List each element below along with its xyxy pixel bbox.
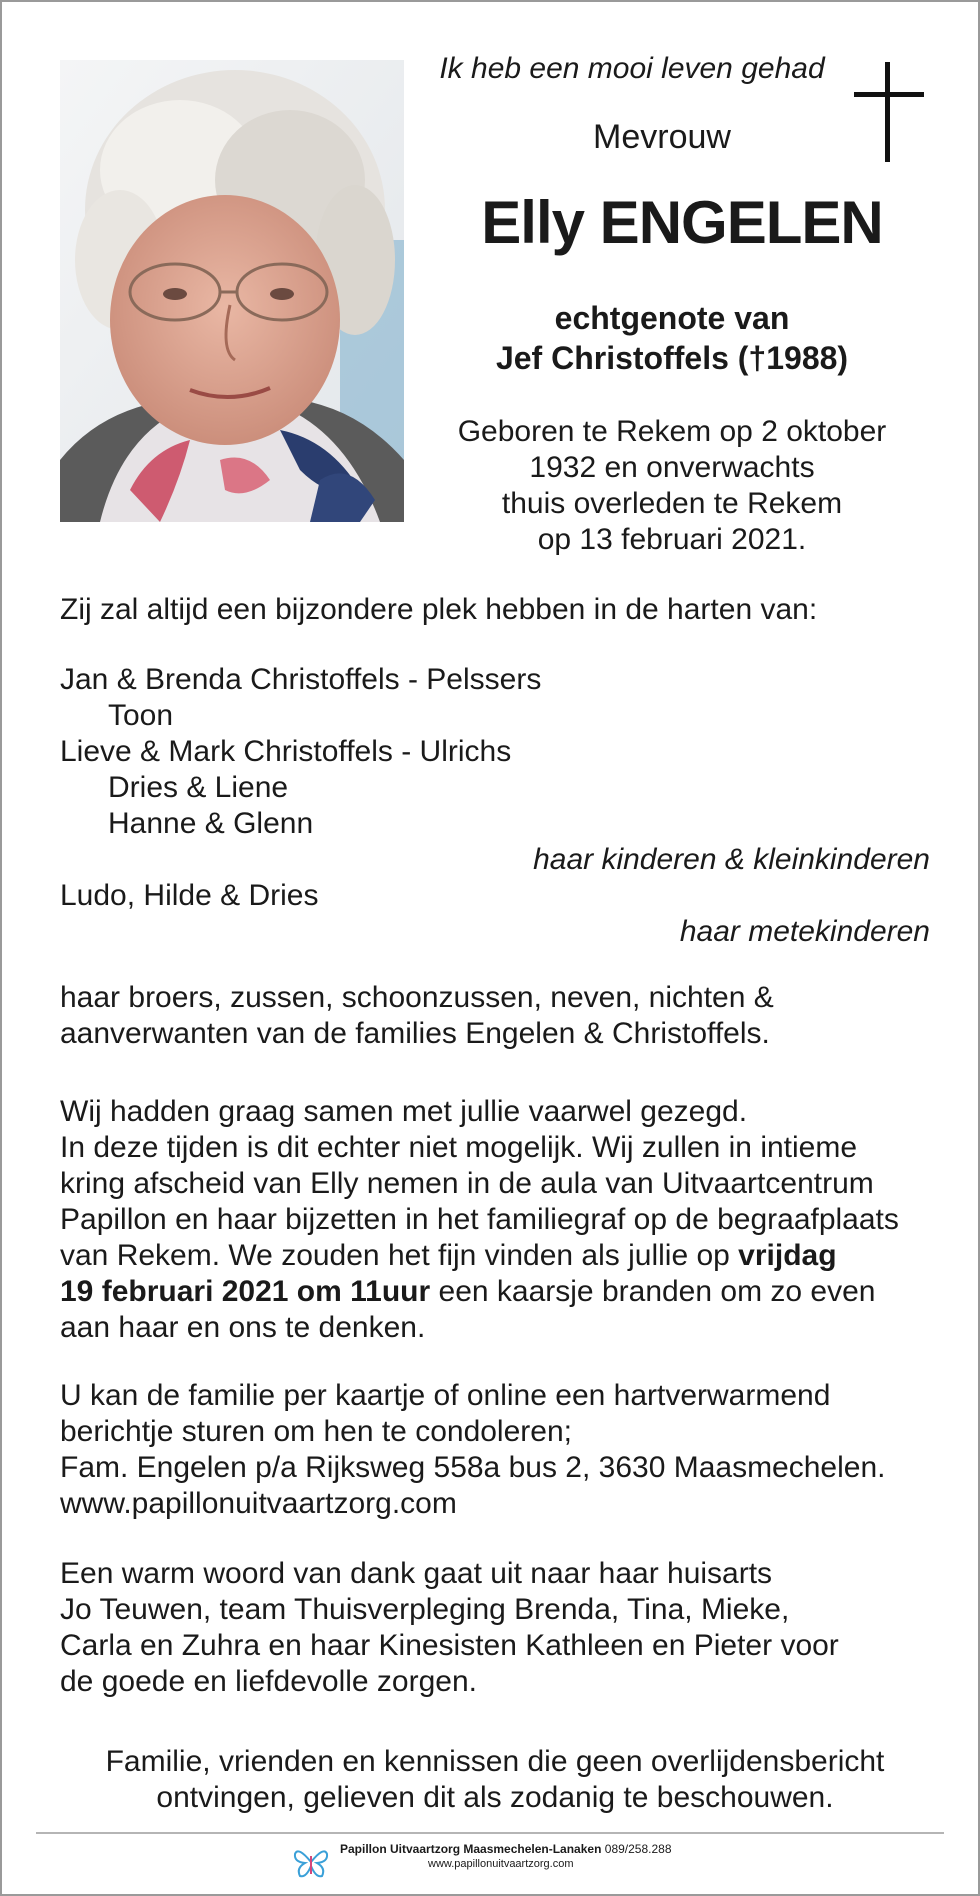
- motto: Ik heb een mooi leven gehad: [439, 52, 825, 85]
- relatives-text: [60, 980, 930, 1052]
- footer: [292, 1842, 712, 1886]
- family-line: Lieve & Mark Christoffels - Ulrichs: [60, 735, 512, 768]
- farewell-line: Papillon en haar bijzetten in het familiegraf op de begraafplaats: [60, 1203, 899, 1236]
- closing-line: Familie, vrienden en kennissen die geen overlijdensbericht: [105, 1745, 885, 1778]
- birth-line: Geboren te Rekem op 2 oktober: [457, 415, 887, 448]
- condolence-address: Fam. Engelen p/a Rijksweg 558a bus 2, 3630 Maasmechelen.: [60, 1451, 886, 1484]
- ceremony-datetime: 19 februari 2021 om 11uur: [60, 1275, 431, 1308]
- closing-text: [60, 1744, 930, 1816]
- ceremony-day: vrijdag: [738, 1239, 837, 1272]
- condolence-website[interactable]: www.papillonuitvaartzorg.com: [60, 1487, 457, 1520]
- farewell-line: kring afscheid van Elly nemen in de aula van Uitvaartcentrum: [60, 1167, 874, 1200]
- spouse-line: echtgenote van: [554, 300, 790, 336]
- farewell-text: [60, 1094, 930, 1346]
- portrait-photo: [60, 60, 404, 522]
- farewell-text-span: van Rekem. We zouden het fijn vinden als jullie op: [60, 1239, 739, 1272]
- thanks-line: de goede en liefdevolle zorgen.: [60, 1665, 477, 1698]
- farewell-line: In deze tijden is dit echter niet mogelijk. Wij zullen in intieme: [60, 1131, 858, 1164]
- birth-line: 1932 en onverwachts: [529, 451, 815, 484]
- family-list: [60, 662, 930, 950]
- footer-divider: [36, 1832, 944, 1834]
- salutation: Mevrouw: [593, 118, 731, 156]
- family-line: Toon: [108, 699, 174, 732]
- farewell-line: Wij hadden graag samen met jullie vaarwel gezegd.: [60, 1095, 748, 1128]
- godchildren-label: haar metekinderen: [679, 915, 930, 948]
- thanks-line: Jo Teuwen, team Thuisverpleging Brenda, Tina, Mieke,: [60, 1593, 790, 1626]
- portrait-photo-drawing: [60, 60, 404, 522]
- funeral-home-name: Papillon Uitvaartzorg Maasmechelen-Lanaken: [340, 1842, 602, 1856]
- funeral-home-phone: 089/258.288: [604, 1842, 672, 1856]
- butterfly-logo-icon: [292, 1844, 330, 1880]
- deceased-name: Elly ENGELEN: [481, 189, 883, 256]
- condolence-line: U kan de familie per kaartje of online een hartverwarmend: [60, 1379, 831, 1412]
- closing-line: ontvingen, gelieven dit als zodanig te beschouwen.: [156, 1781, 834, 1814]
- funeral-home-info: [340, 1842, 672, 1856]
- children-label: haar kinderen & kleinkinderen: [533, 843, 930, 876]
- thanks-text: [60, 1556, 930, 1700]
- birth-death-info: [422, 414, 922, 558]
- birth-line: op 13 februari 2021.: [537, 523, 807, 556]
- thanks-line: Een warm woord van dank gaat uit naar haar huisarts: [60, 1557, 773, 1590]
- relatives-line: aanverwanten van de families Engelen & Christoffels.: [60, 1017, 770, 1050]
- farewell-text-span: een kaarsje branden om zo even: [430, 1275, 876, 1308]
- thanks-line: Carla en Zuhra en haar Kinesisten Kathleen en Pieter voor: [60, 1629, 839, 1662]
- family-line: Hanne & Glenn: [108, 807, 314, 840]
- farewell-line: aan haar en ons te denken.: [60, 1311, 426, 1344]
- spouse-info: [422, 298, 922, 378]
- farewell-line: [60, 1274, 930, 1310]
- intro-text: Zij zal altijd een bijzondere plek hebben in de harten van:: [60, 593, 818, 626]
- funeral-home-website[interactable]: www.papillonuitvaartzorg.com: [428, 1858, 574, 1870]
- family-line: Jan & Brenda Christoffels - Pelssers: [60, 663, 542, 696]
- spouse-name: Jef Christoffels (†1988): [495, 340, 849, 376]
- farewell-line: [60, 1238, 930, 1274]
- birth-line: thuis overleden te Rekem: [501, 487, 843, 520]
- relatives-line: haar broers, zussen, schoonzussen, neven, nichten &: [60, 981, 774, 1014]
- condolence-text: [60, 1378, 930, 1522]
- condolence-line: berichtje sturen om hen te condoleren;: [60, 1415, 572, 1448]
- family-line: Ludo, Hilde & Dries: [60, 879, 319, 912]
- family-line: Dries & Liene: [108, 771, 289, 804]
